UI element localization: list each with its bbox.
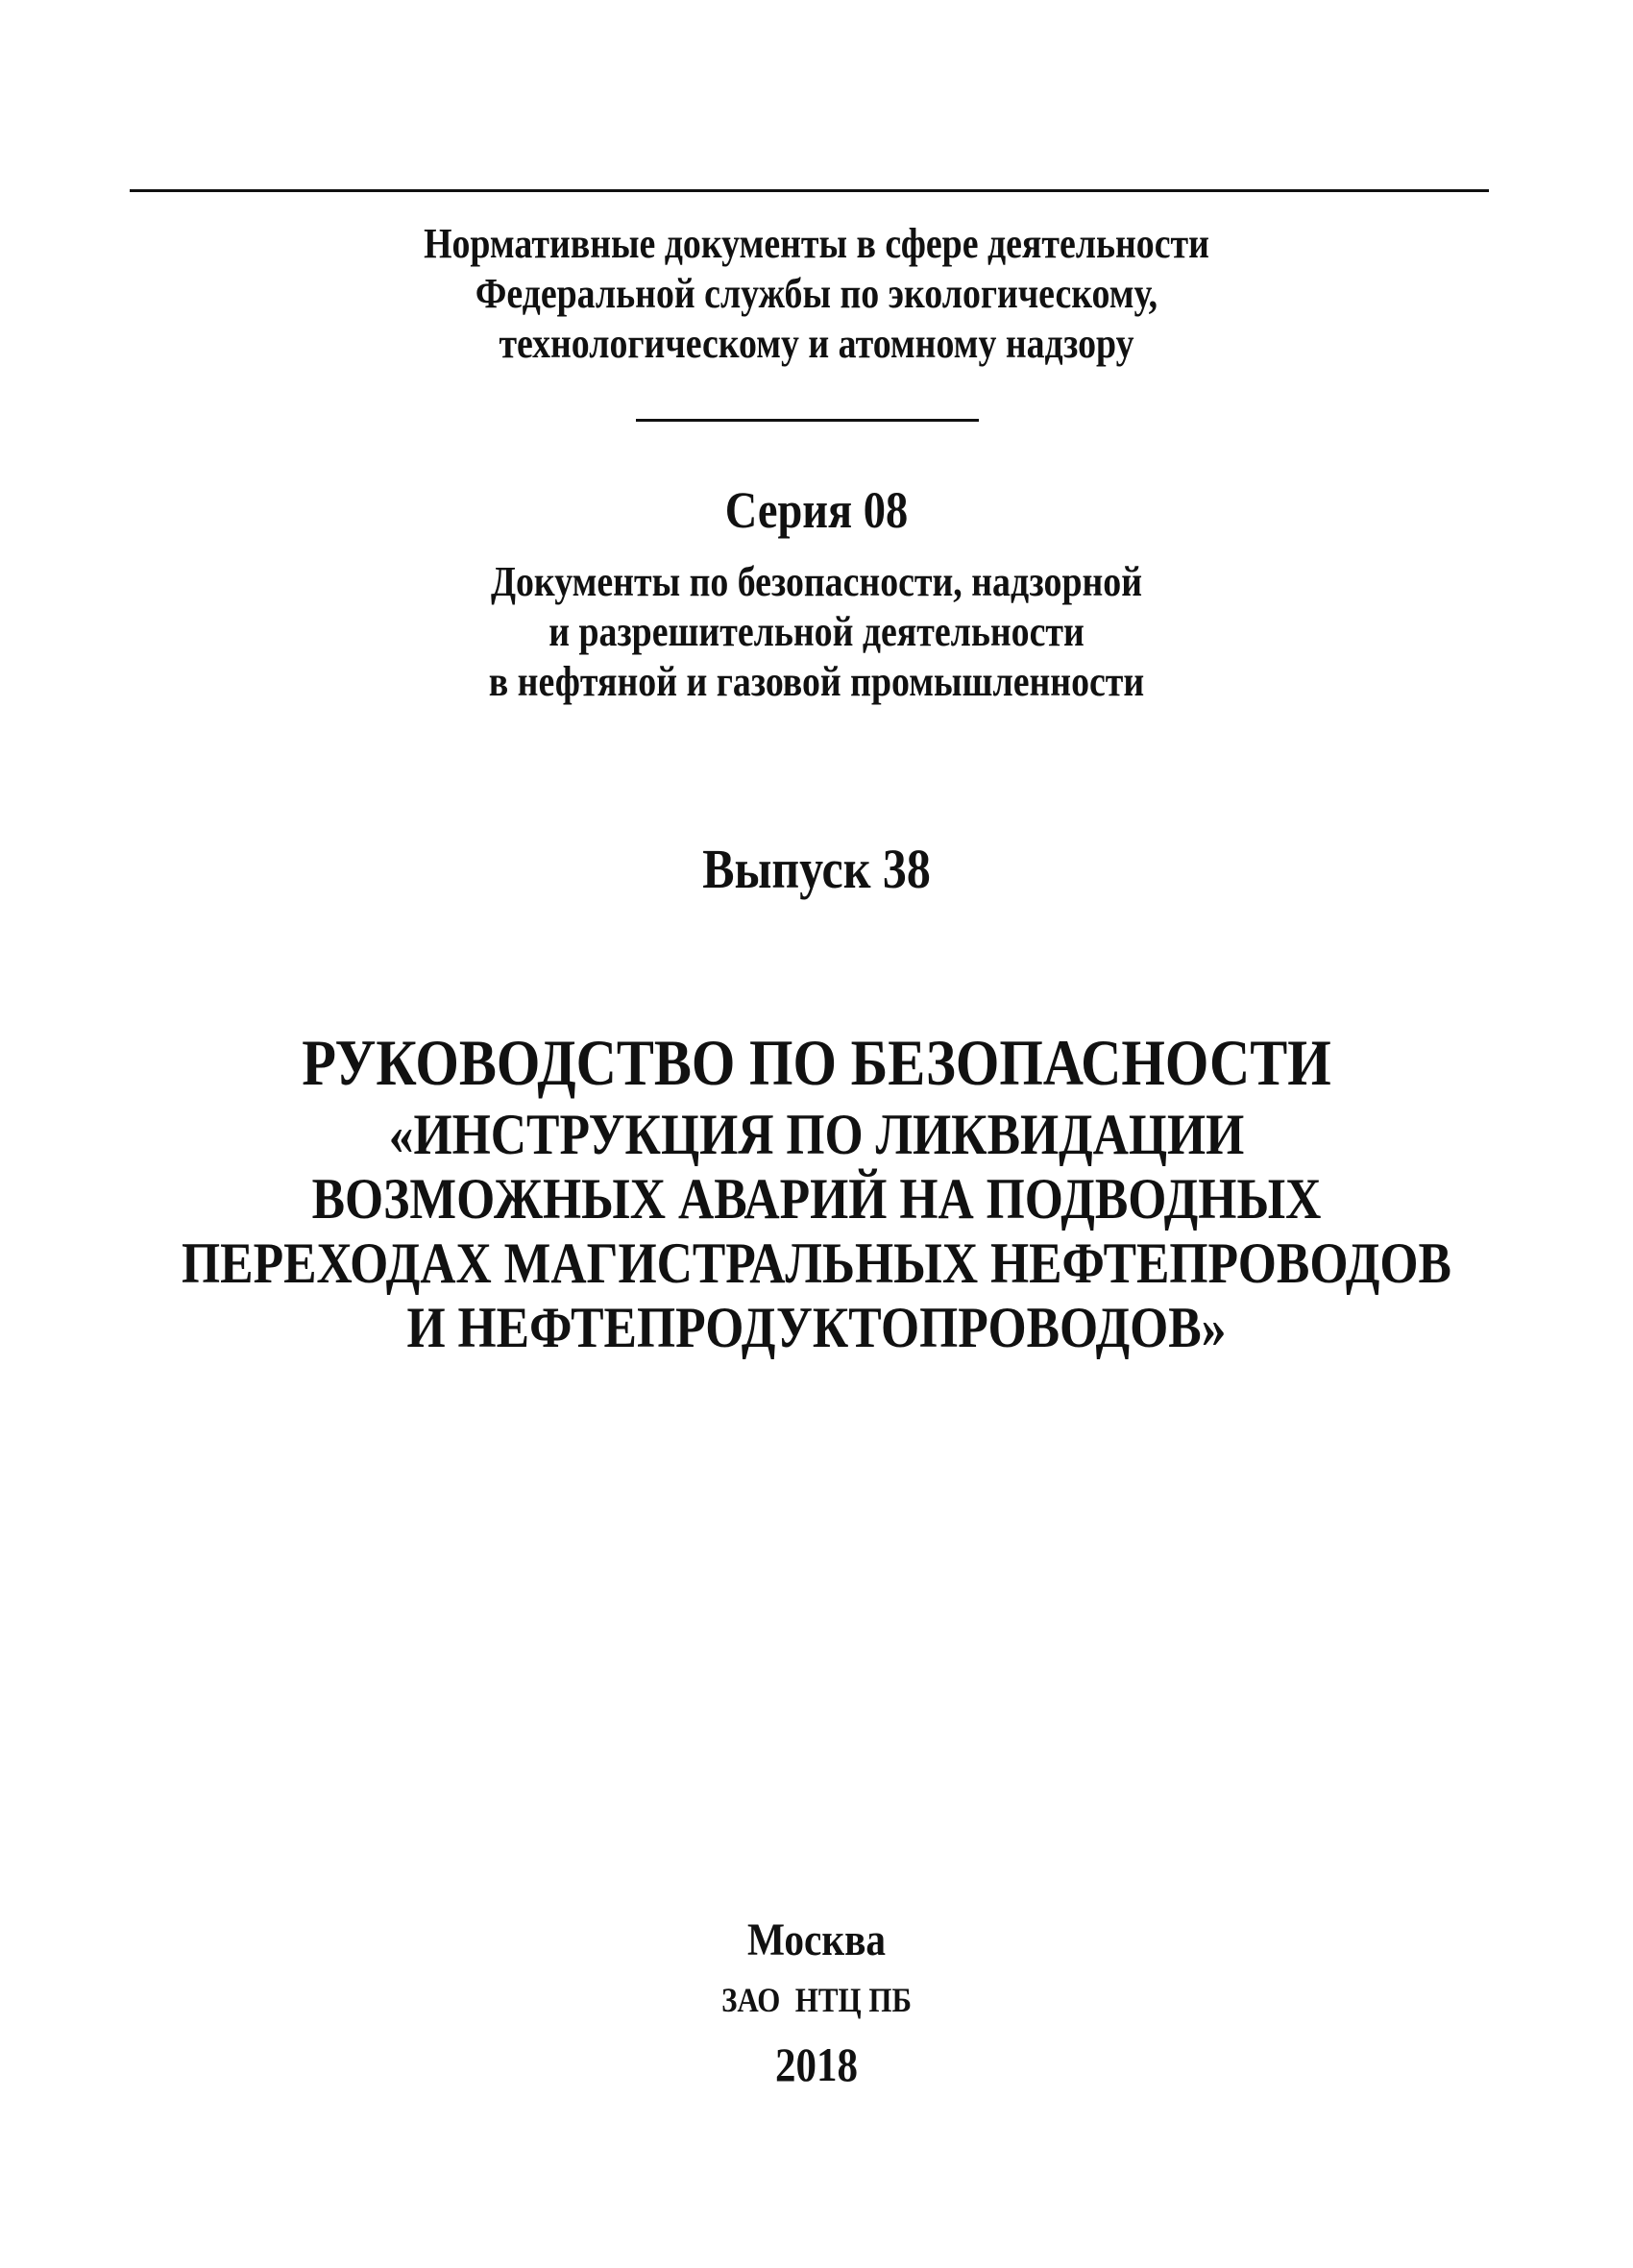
document-title bbox=[114, 1026, 1519, 1099]
series-description-line-3: в нефтяной и газовой промышленности bbox=[488, 658, 1145, 705]
organization-line-1: Нормативные документы в сфере деятельности bbox=[424, 220, 1209, 267]
series-description-line-2: и разрешительной деятельности bbox=[548, 608, 1085, 655]
imprint-city bbox=[114, 1914, 1519, 1967]
document-subtitle-line-3: ПЕРЕХОДАХ МАГИСТРАЛЬНЫХ НЕФТЕПРОВОДОВ bbox=[182, 1232, 1451, 1295]
document-subtitle-line-1: «ИНСТРУКЦИЯ ПО ЛИКВИДАЦИИ bbox=[388, 1103, 1245, 1166]
issue-number-text: Выпуск 38 bbox=[702, 838, 931, 900]
series-description-line-1: Документы по безопасности, надзорной bbox=[490, 558, 1143, 605]
organization-header bbox=[114, 219, 1519, 369]
organization-line-2: Федеральной службы по экологическому, bbox=[475, 270, 1158, 317]
document-title-main: РУКОВОДСТВО ПО БЕЗОПАСНОСТИ bbox=[302, 1026, 1331, 1099]
imprint-publisher bbox=[114, 1979, 1519, 2021]
series-number-text: Серия 08 bbox=[724, 481, 909, 539]
issue-number bbox=[114, 838, 1519, 901]
top-rule bbox=[130, 189, 1489, 192]
series-description bbox=[114, 557, 1519, 707]
imprint-publisher-text: ЗАО НТЦ ПБ bbox=[721, 1981, 912, 2019]
imprint-year-text: 2018 bbox=[775, 2037, 858, 2091]
document-subtitle-line-2: ВОЗМОЖНЫХ АВАРИЙ НА ПОДВОДНЫХ bbox=[311, 1167, 1322, 1231]
document-subtitle-line-4: И НЕФТЕПРОДУКТОПРОВОДОВ» bbox=[406, 1296, 1227, 1359]
imprint-year bbox=[114, 2036, 1519, 2092]
imprint-city-text: Москва bbox=[746, 1914, 887, 1965]
document-subtitle bbox=[114, 1103, 1519, 1360]
organization-line-3: технологическому и атомному надзору bbox=[499, 320, 1134, 367]
series-number bbox=[114, 480, 1519, 540]
separator-rule bbox=[636, 419, 979, 422]
